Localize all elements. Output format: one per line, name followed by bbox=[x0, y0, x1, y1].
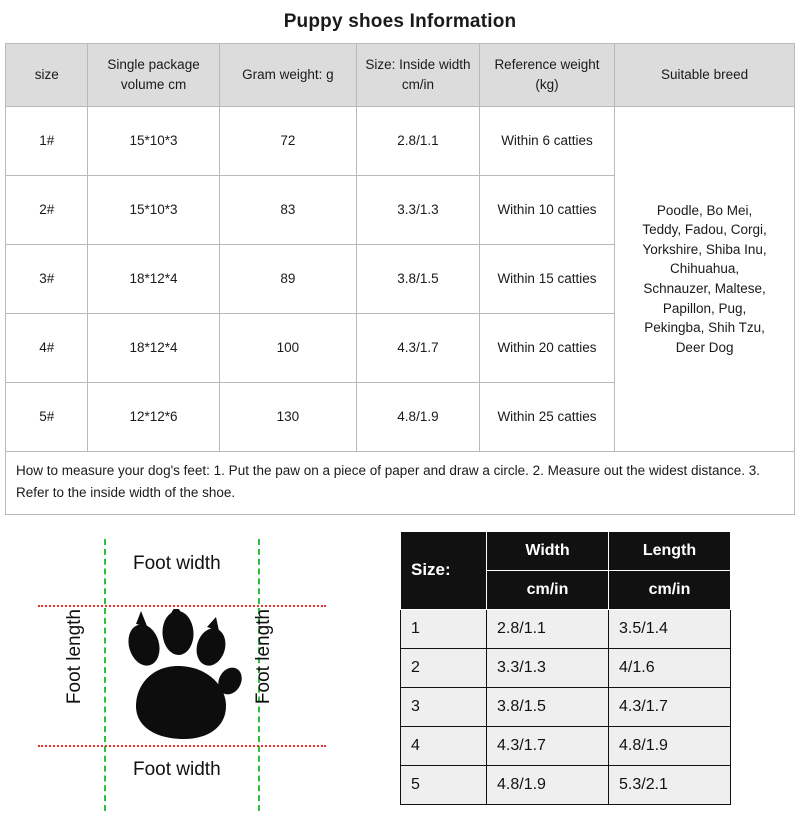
cell-size: 1 bbox=[401, 609, 487, 648]
table-row bbox=[401, 609, 731, 648]
puppy-shoes-information-table bbox=[5, 43, 795, 452]
table-row bbox=[401, 687, 731, 726]
cell-reference-weight: Within 25 catties bbox=[479, 383, 614, 452]
cell-size: 3# bbox=[6, 245, 88, 314]
paw-print-icon bbox=[112, 609, 252, 743]
breed-line: Deer Dog bbox=[675, 339, 734, 355]
column-header-size: size bbox=[6, 44, 88, 107]
table-header-row bbox=[6, 44, 795, 107]
breed-line: Pekingba, Shih Tzu, bbox=[644, 320, 765, 336]
cell-reference-weight: Within 6 catties bbox=[479, 107, 614, 176]
breed-line: Papillon, Pug, bbox=[662, 300, 747, 316]
table-row bbox=[6, 107, 795, 176]
guide-line-vertical-left bbox=[104, 539, 106, 811]
label-foot-width-bottom: Foot width bbox=[133, 758, 221, 780]
guide-line-horizontal-bottom bbox=[38, 745, 326, 747]
measurement-instructions: How to measure your dog's feet: 1. Put the paw on a piece of paper and draw a circle. 2. Measure out the widest distance. 3. Refer to the inside width of the shoe. bbox=[5, 452, 795, 515]
size-chart-header-row bbox=[401, 531, 731, 570]
column-header-gram-weight: Gram weight: g bbox=[219, 44, 356, 107]
cell-size: 4# bbox=[6, 314, 88, 383]
table-row bbox=[401, 648, 731, 687]
cell-volume: 18*12*4 bbox=[88, 314, 219, 383]
breed-line: Yorkshire, Shiba Inu, bbox=[642, 241, 767, 257]
cell-inside-width: 4.3/1.7 bbox=[357, 314, 480, 383]
size-chart-unit-width: cm/in bbox=[487, 570, 609, 609]
cell-gram: 100 bbox=[219, 314, 356, 383]
cell-inside-width: 3.8/1.5 bbox=[357, 245, 480, 314]
cell-volume: 15*10*3 bbox=[88, 107, 219, 176]
breed-line: Teddy, Fadou, Corgi, bbox=[642, 222, 767, 238]
column-header-inside-width: Size: Inside width cm/in bbox=[357, 44, 480, 107]
cell-inside-width: 2.8/1.1 bbox=[357, 107, 480, 176]
column-header-suitable-breed: Suitable breed bbox=[615, 44, 795, 107]
cell-width: 3.8/1.5 bbox=[487, 687, 609, 726]
column-header-volume: Single package volume cm bbox=[88, 44, 219, 107]
label-foot-length-left: Foot length bbox=[64, 608, 85, 704]
table-row bbox=[401, 765, 731, 804]
cell-width: 4.3/1.7 bbox=[487, 726, 609, 765]
cell-suitable-breed bbox=[615, 107, 795, 452]
cell-size: 4 bbox=[401, 726, 487, 765]
cell-reference-weight: Within 10 catties bbox=[479, 176, 614, 245]
label-foot-length-right: Foot length bbox=[253, 608, 274, 704]
cell-size: 5 bbox=[401, 765, 487, 804]
size-chart-unit-length: cm/in bbox=[609, 570, 731, 609]
size-chart-header-size: Size: bbox=[401, 531, 487, 609]
table-row bbox=[401, 726, 731, 765]
cell-size: 3 bbox=[401, 687, 487, 726]
cell-size: 1# bbox=[6, 107, 88, 176]
cell-gram: 72 bbox=[219, 107, 356, 176]
cell-gram: 89 bbox=[219, 245, 356, 314]
size-chart-header-length: Length bbox=[609, 531, 731, 570]
cell-width: 4.8/1.9 bbox=[487, 765, 609, 804]
bottom-section bbox=[0, 531, 800, 821]
cell-width: 3.3/1.3 bbox=[487, 648, 609, 687]
cell-reference-weight: Within 20 catties bbox=[479, 314, 614, 383]
cell-length: 4/1.6 bbox=[609, 648, 731, 687]
cell-inside-width: 4.8/1.9 bbox=[357, 383, 480, 452]
breed-line: Chihuahua, bbox=[670, 261, 740, 277]
size-chart-table bbox=[400, 531, 731, 805]
cell-gram: 83 bbox=[219, 176, 356, 245]
cell-volume: 15*10*3 bbox=[88, 176, 219, 245]
cell-size: 2# bbox=[6, 176, 88, 245]
cell-length: 4.3/1.7 bbox=[609, 687, 731, 726]
page-title: Puppy shoes Information bbox=[283, 11, 517, 32]
cell-size: 2 bbox=[401, 648, 487, 687]
cell-volume: 12*12*6 bbox=[88, 383, 219, 452]
cell-volume: 18*12*4 bbox=[88, 245, 219, 314]
cell-length: 3.5/1.4 bbox=[609, 609, 731, 648]
cell-width: 2.8/1.1 bbox=[487, 609, 609, 648]
label-foot-width-top: Foot width bbox=[133, 552, 221, 574]
cell-inside-width: 3.3/1.3 bbox=[357, 176, 480, 245]
paw-measurement-diagram bbox=[0, 531, 400, 821]
cell-gram: 130 bbox=[219, 383, 356, 452]
cell-length: 5.3/2.1 bbox=[609, 765, 731, 804]
breed-line: Poodle, Bo Mei, bbox=[656, 202, 753, 218]
size-chart-header-width: Width bbox=[487, 531, 609, 570]
breed-line: Schnauzer, Maltese, bbox=[643, 281, 766, 296]
column-header-reference-weight: Reference weight (kg) bbox=[479, 44, 614, 107]
cell-size: 5# bbox=[6, 383, 88, 452]
cell-reference-weight: Within 15 catties bbox=[479, 245, 614, 314]
size-chart-section bbox=[400, 531, 730, 805]
cell-length: 4.8/1.9 bbox=[609, 726, 731, 765]
guide-line-horizontal-top bbox=[38, 605, 326, 607]
